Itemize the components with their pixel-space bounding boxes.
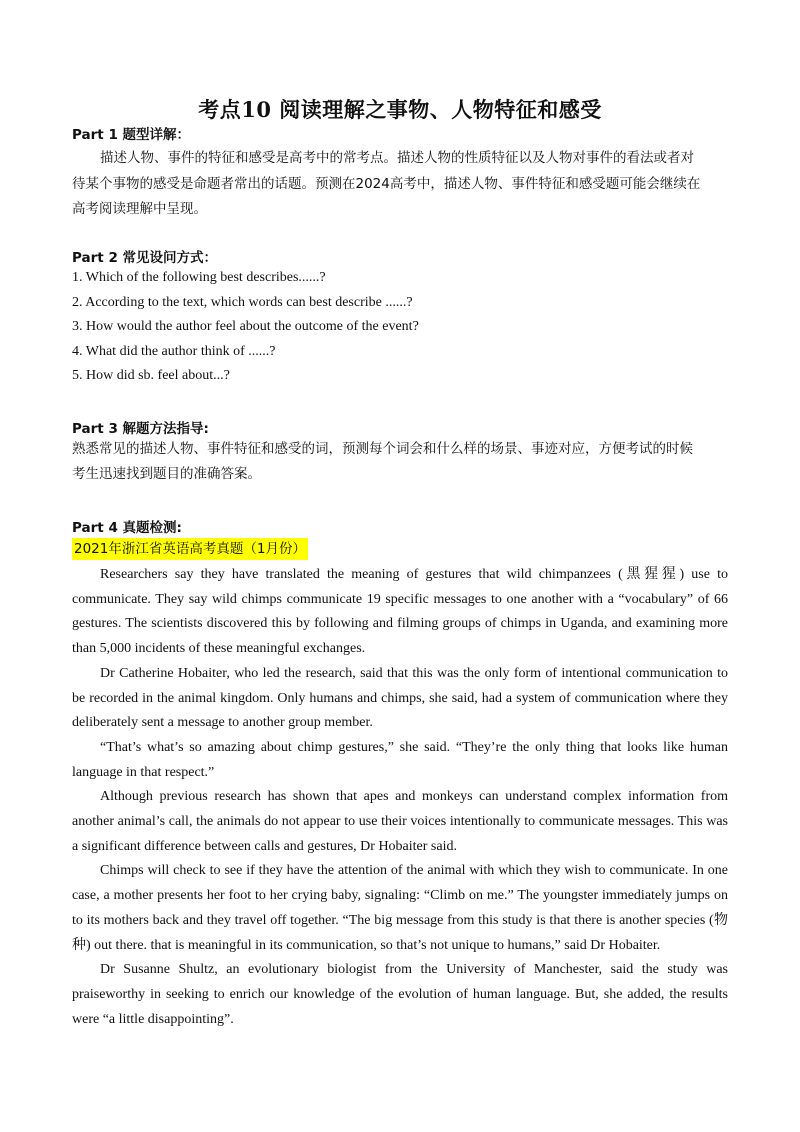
part1-line: 描述人物、事件的特征和感受是高考中的常考点。描述人物的性质特征以及人物对事件的看法或者对 <box>100 150 694 166</box>
part3-line: 熟悉常见的描述人物、事件特征和感受的词，预测每个词会和什么样的场景、事迹对应，方便考试的时候 <box>72 441 693 457</box>
part3-heading: Part 3 解题方法指导: <box>72 421 209 437</box>
part4-heading: Part 4 真题检测: <box>72 520 182 536</box>
passage-paragraph: Chimps will check to see if they have the attention of the animal with which they wish to communicate. In one case, a mother presents her foot to her crying baby, signaling: “Climb on me.” The youngster immediately jumps on to its mothers back and they travel off together. “The big message from this study is that there is another species (物种) out there. that is meaningful in its communication, so that’s not unique to humans,” said Dr Hobaiter. <box>72 863 728 953</box>
question-item: 4. What did the author think of ......? <box>72 343 276 359</box>
part2-heading: Part 2 常见设问方式： <box>72 250 218 266</box>
exam-source-highlight: 2021年浙江省英语高考真题（1月份） <box>72 538 308 560</box>
part1-heading: Part 1 题型详解： <box>72 127 191 143</box>
question-item: 2. According to the text, which words can best describe ......? <box>72 294 413 310</box>
question-item: 5. How did sb. feel about...? <box>72 368 230 384</box>
part3-line: 考生迅速找到题目的准确答案。 <box>72 466 261 482</box>
passage-paragraph: Dr Catherine Hobaiter, who led the research, said that this was the only form of intentional communication to be recorded in the animal kingdom. Only humans and chimps, she said, had a system of communication where they deliberately sent a message to another group member. <box>72 665 728 731</box>
part1-line: 高考阅读理解中呈现。 <box>72 201 207 217</box>
passage-paragraph: Dr Susanne Shultz, an evolutionary biologist from the University of Manchester, said the study was praiseworthy in seeking to enrich our knowledge of the evolution of human language. But, she added, the results were “a little disappointing”. <box>72 962 728 1027</box>
passage-paragraph: Researchers say they have translated the meaning of gestures that wild chimpanzees (黑猩猩) use to communicate. They say wild chimps communicate 19 specific messages to one another with a “vocabulary” of 66 gestures. The scientists discovered this by following and filming groups of chimps in Uganda, and examining more than 5,000 incidents of these meaningful exchanges. <box>72 567 728 657</box>
page-title: 考点10 阅读理解之事物、人物特征和感受 <box>198 97 602 122</box>
passage-paragraph: “That’s what’s so amazing about chimp gestures,” she said. “They’re the only thing that looks like human language in that respect.” <box>72 739 728 780</box>
part1-line: 待某个事物的感受是命题者常出的话题。预测在2024高考中，描述人物、事件特征和感受题可能会继续在 <box>72 176 701 192</box>
reading-passage <box>72 563 728 1032</box>
question-item: 1. Which of the following best describes......? <box>72 270 326 285</box>
passage-paragraph: Although previous research has shown that apes and monkeys can understand complex information from another animal’s call, the animals do not appear to use their voices intentionally to communicate messages. This was a significant difference between calls and gestures, Dr Hobaiter said. <box>72 789 728 854</box>
question-item: 3. How would the author feel about the outcome of the event? <box>72 319 419 335</box>
question-list <box>72 266 728 389</box>
